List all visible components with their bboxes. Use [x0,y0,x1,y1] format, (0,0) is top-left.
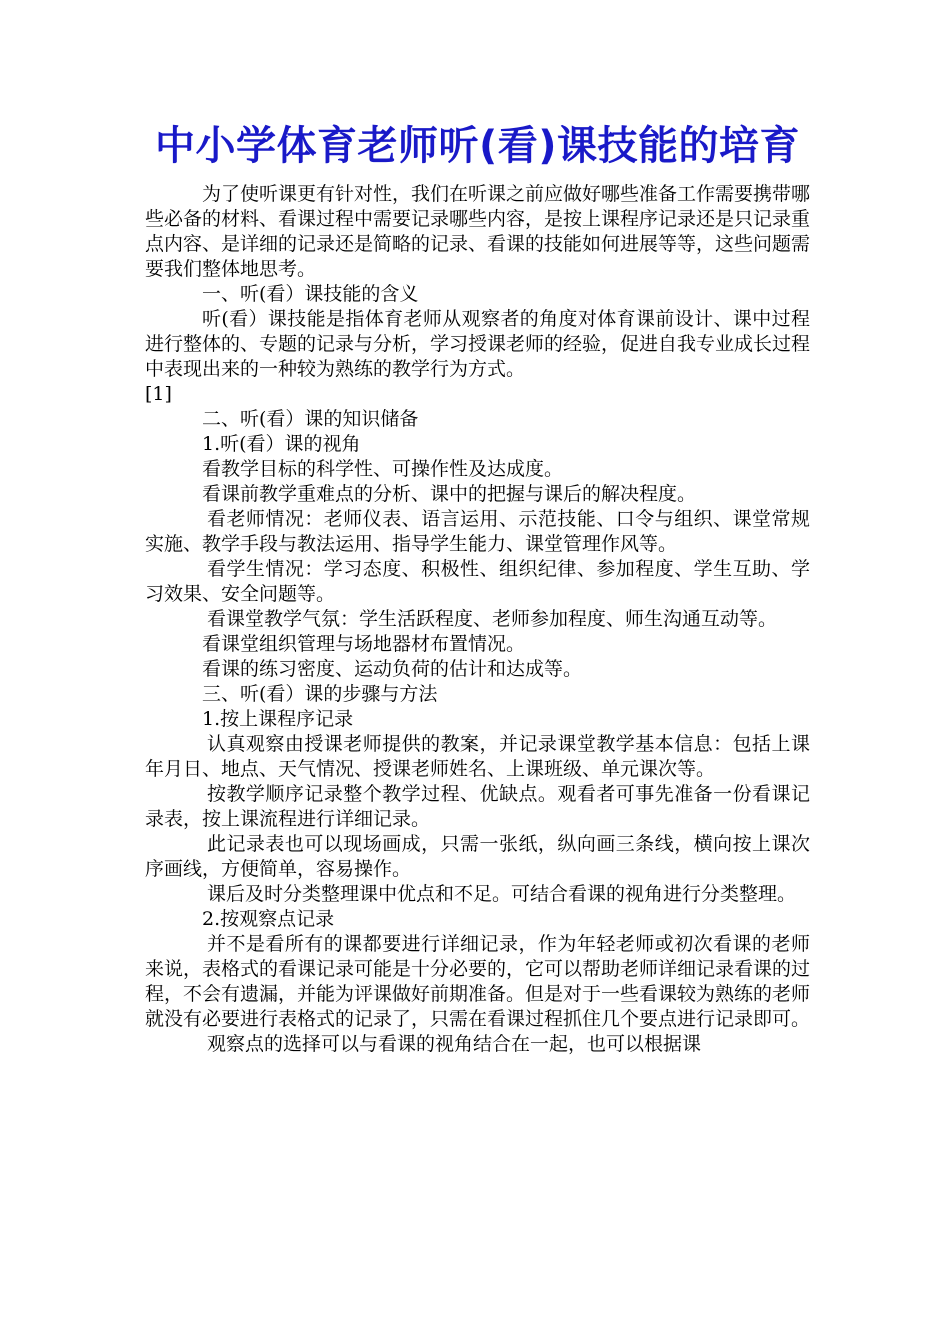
footnote-reference: [1] [145,383,172,405]
paragraph-item: 看课堂组织管理与场地器材布置情况。 [202,633,526,655]
document-body [145,182,810,1057]
subsection-heading-3-2: 2.按观察点记录 [202,908,335,930]
document-title: 中小学体育老师听(看)课技能的培育 [154,123,801,169]
paragraph-item: 观察点的选择可以与看课的视角结合在一起，也可以根据课 [207,1033,702,1055]
paragraph-intro: 为了使听课更有针对性，我们在听课之前应做好哪些准备工作需要携带哪些必备的材料、看课过程中需要记录哪些内容，是按上课程序记录还是只记录重点内容、是详细的记录还是简略的记录、看课的技能如何进展等等，这些问题需要我们整体地思考。 [145,183,811,280]
subsection-heading-3-1: 1.按上课程序记录 [202,708,354,730]
section-heading-1: 一、听(看）课技能的含义 [202,283,419,305]
subsection-heading-2-1: 1.听(看）课的视角 [202,433,361,455]
paragraph-item: 课后及时分类整理课中优点和不足。可结合看课的视角进行分类整理。 [207,883,797,905]
paragraph-item: 看课前教学重难点的分析、课中的把握与课后的解决程度。 [202,483,697,505]
paragraph-item: 看学生情况：学习态度、积极性、组织纪律、参加程度、学生互助、学习效果、安全问题等。 [145,558,810,605]
section-heading-3: 三、听(看）课的步骤与方法 [202,683,438,705]
paragraph-item: 看教学目标的科学性、可操作性及达成度。 [202,458,564,480]
section-heading-2: 二、听(看）课的知识储备 [202,408,419,430]
paragraph-item: 看课的练习密度、运动负荷的估计和达成等。 [202,658,583,680]
paragraph-item: 认真观察由授课老师提供的教案，并记录课堂教学基本信息：包括上课年月日、地点、天气情况、授课老师姓名、上课班级、单元课次等。 [145,733,810,780]
paragraph-item: 此记录表也可以现场画成，只需一张纸，纵向画三条线，横向按上课次序画线，方便简单，容易操作。 [145,833,810,880]
paragraph-definition: 听(看）课技能是指体育老师从观察者的角度对体育课前设计、课中过程进行整体的、专题的记录与分析，学习授课老师的经验，促进自我专业成长过程中表现出来的一种较为熟练的教学行为方式。 [145,308,811,380]
paragraph-item: 看老师情况：老师仪表、语言运用、示范技能、口令与组织、课堂常规实施、教学手段与教法运用、指导学生能力、课堂管理作风等。 [145,508,810,555]
paragraph-item: 看课堂教学气氛：学生活跃程度、老师参加程度、师生沟通互动等。 [207,608,778,630]
paragraph-item: 并不是看所有的课都要进行详细记录，作为年轻老师或初次看课的老师来说，表格式的看课记录可能是十分必要的，它可以帮助老师详细记录看课的过程，不会有遗漏，并能为评课做好前期准备。但是对于一些看课较为熟练的老师就没有必要进行表格式的记录了，只需在看课过程抓住几个要点进行记录即可。 [145,933,811,1030]
paragraph-item: 按教学顺序记录整个教学过程、优缺点。观看者可事先准备一份看课记录表，按上课流程进行详细记录。 [145,783,810,830]
